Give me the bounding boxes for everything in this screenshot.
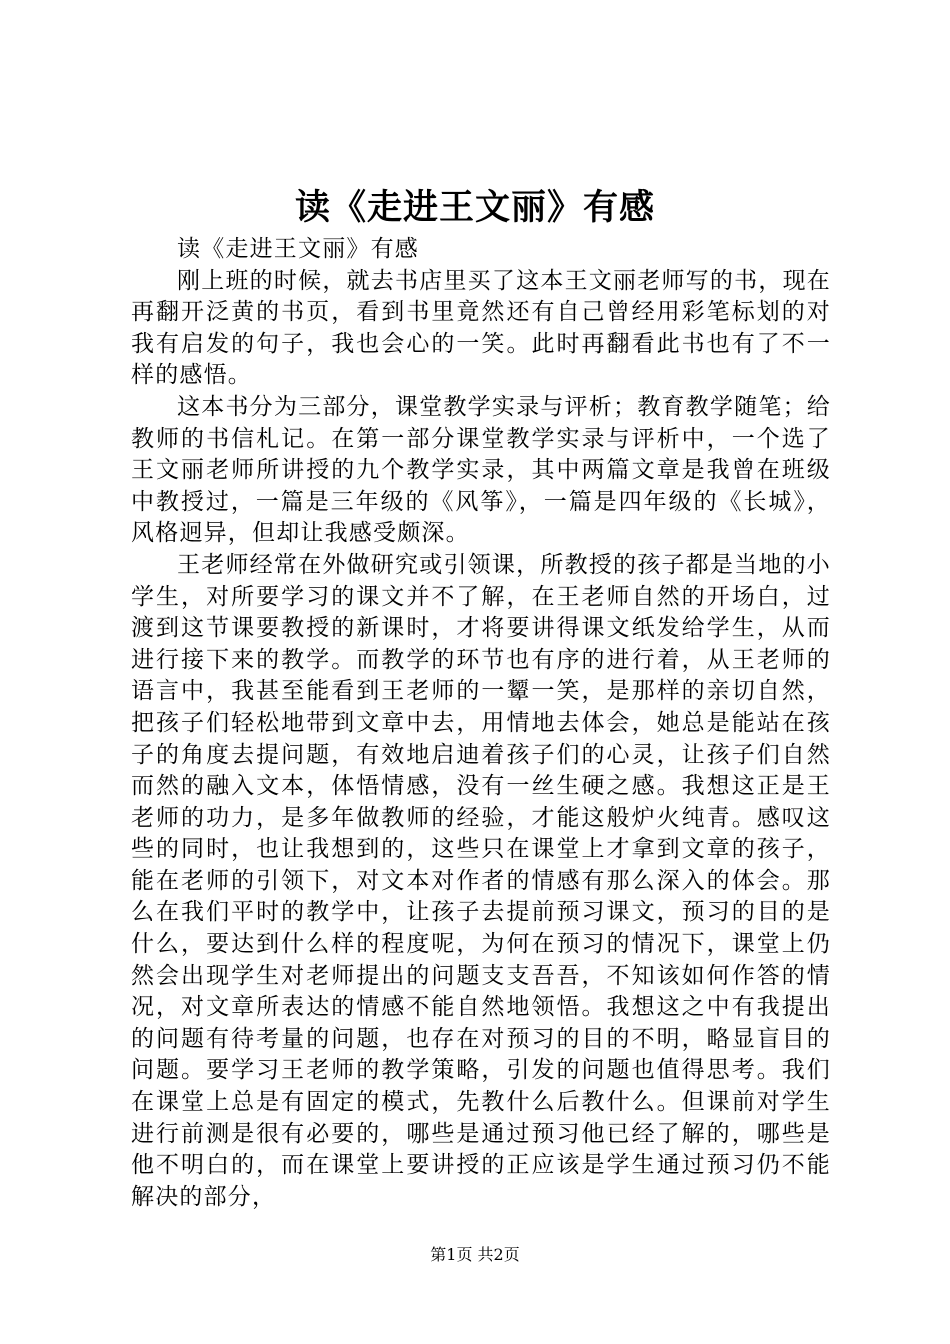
paragraph-1: 刚上班的时候，就去书店里买了这本王文丽老师写的书，现在再翻开泛黄的书页，看到书里竟然还有自己曾经用彩笔标划的对我有启发的句子，我也会心的一笑。此时再翻看此书也有了不一样的感悟。 — [131, 267, 831, 389]
paragraph-subtitle: 读《走进王文丽》有感 — [177, 236, 419, 262]
document-body — [131, 234, 831, 1213]
page-number-footer: 第1页 共2页 — [430, 1245, 520, 1264]
paragraph-3: 王老师经常在外做研究或引领课，所教授的孩子都是当地的小学生，对所要学习的课文并不了解，在王老师自然的开场白，过渡到这节课要教授的新课时，才将要讲得课文纸发给学生，从而进行接下来的教学。而教学的环节也有序的进行着，从王老师的语言中，我甚至能看到王老师的一颦一笑，是那样的亲切自然，把孩子们轻松地带到文章中去，用情地去体会，她总是能站在孩子的角度去提问题，有效地启迪着孩子们的心灵，让孩子们自然而然的融入文本，体悟情感，没有一丝生硬之感。我想这正是王老师的功力，是多年做教师的经验，才能这般炉火纯青。感叹这些的同时，也让我想到的，这些只在课堂上才拿到文章的孩子，能在老师的引领下，对文本对作者的情感有那么深入的体会。那么在我们平时的教学中，让孩子去提前预习课文，预习的目的是什么，要达到什么样的程度呢，为何在预习的情况下，课堂上仍然会出现学生对老师提出的问题支支吾吾，不知该如何作答的情况，对文章所表达的情感不能自然地领悟。我想这之中有我提出的问题有待考量的问题，也存在对预习的目的不明，略显盲目的问题。要学习王老师的教学策略，引发的问题也值得思考。我们在课堂上总是有固定的模式，先教什么后教什么。但课前对学生进行前测是很有必要的，哪些是通过预习他已经了解的，哪些是他不明白的，而在课堂上要讲授的正应该是学生通过预习仍不能解决的部分， — [131, 551, 831, 1210]
paragraph-2: 这本书分为三部分，课堂教学实录与评析；教育教学随笔；给教师的书信札记。在第一部分课堂教学实录与评析中，一个选了王文丽老师所讲授的九个教学实录，其中两篇文章是我曾在班级中教授过，一篇是三年级的《风筝》，一篇是四年级的《长城》，风格迥异，但却让我感受颇深。 — [131, 393, 831, 547]
document-title: 读《走进王文丽》有感 — [294, 187, 655, 228]
